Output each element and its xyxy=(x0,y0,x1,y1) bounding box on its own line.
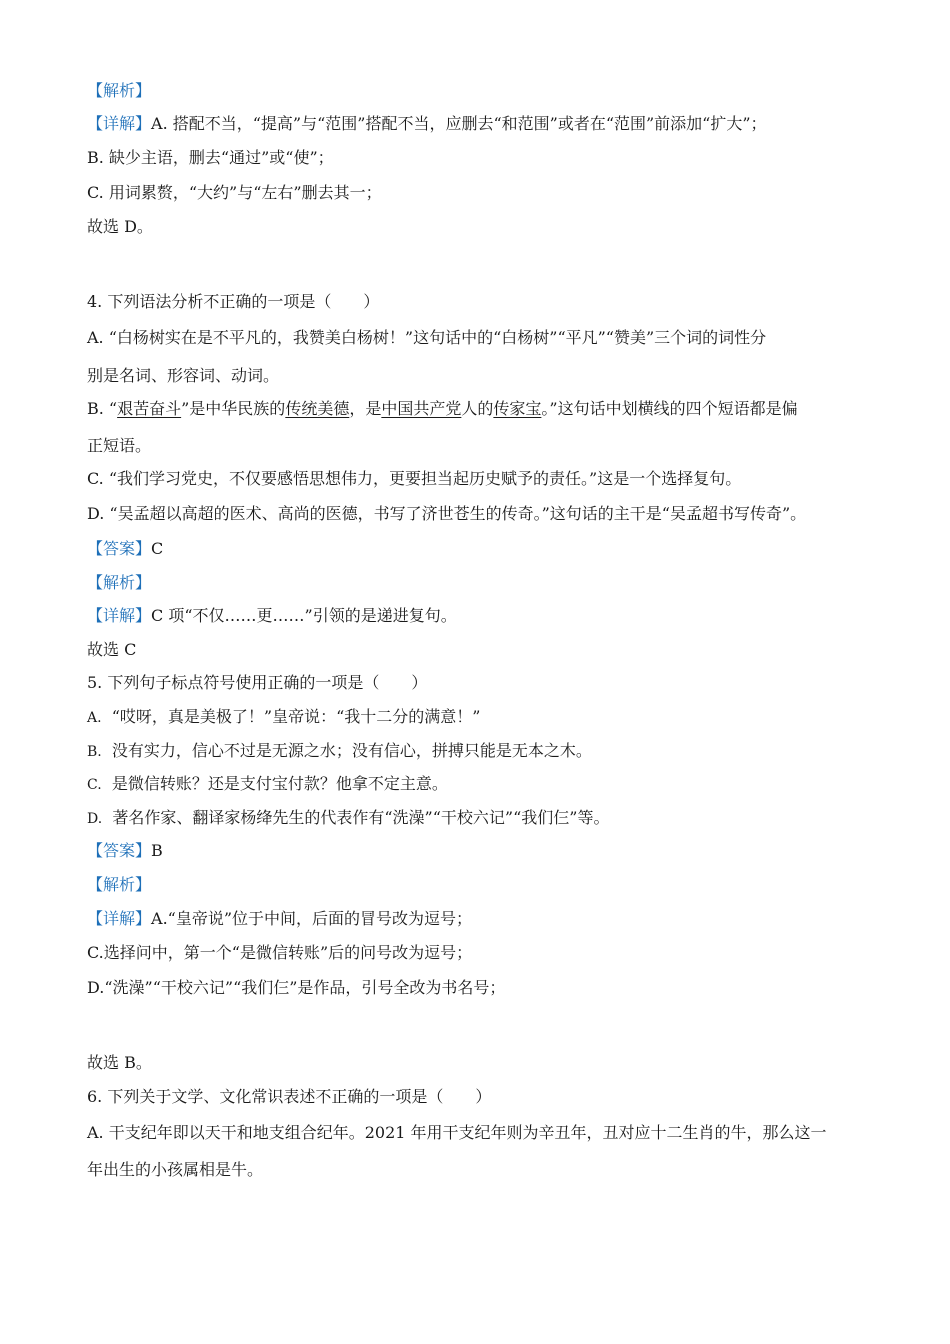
option-text: 是微信转账？还是支付宝付款？他拿不定主意。 xyxy=(111,774,448,793)
q5-option-b xyxy=(87,740,592,763)
detail-line: D.“洗澡”“干校六记”“我们仨”是作品，引号全改为书名号； xyxy=(87,978,506,997)
detail-tag: 【详解】 xyxy=(87,909,152,928)
option-label: D. xyxy=(87,811,103,827)
detail-line xyxy=(87,605,457,627)
q4-option-d: D. “吴孟超以高超的医术、高尚的医德，书写了济世苍生的传奇。”这句话的主干是“吴孟超书写传奇”。 xyxy=(87,504,807,523)
option-label: A. xyxy=(87,710,102,726)
option-text: 没有实力，信心不过是无源之水；没有信心，拼搏只能是无本之木。 xyxy=(111,741,592,760)
analysis-tag: 【解析】 xyxy=(87,81,152,100)
answer-tag: 【答案】 xyxy=(87,539,152,558)
detail-text: A. 搭配不当，“提高”与“范围”搭配不当，应删去“和范围”或者在“范围”前添加“扩大”； xyxy=(151,114,767,133)
detail-line xyxy=(87,908,472,930)
detail-text: A.“皇帝说”位于中间，后面的冒号改为逗号； xyxy=(151,909,473,928)
q5-option-c xyxy=(87,773,448,796)
q6-option-a: A. 干支纪年即以天干和地支组合纪年。2021 年用干支纪年则为辛丑年，丑对应十二生肖的牛，那么这一 xyxy=(87,1123,827,1142)
underlined-phrase: 传统美德 xyxy=(285,399,350,418)
detail-text: C 项“不仅……更……”引领的是递进复句。 xyxy=(151,606,457,625)
q4-b-text: ，是 xyxy=(349,399,382,418)
q4-option-c: C. “我们学习党史，不仅要感悟思想伟力，更要担当起历史赋予的责任。”这是一个选择复句。 xyxy=(87,469,742,488)
answer-line xyxy=(87,840,163,862)
answer-line xyxy=(87,538,163,560)
q4-b-text: 。”这句话中划横线的四个短语都是偏 xyxy=(541,399,798,418)
underlined-phrase: 传家宝 xyxy=(493,399,542,418)
detail-line: C. 用词累赘，“大约”与“左右”删去其一； xyxy=(87,183,382,202)
analysis-tag: 【解析】 xyxy=(87,573,152,592)
q4-option-b-cont: 正短语。 xyxy=(87,436,152,455)
conclusion-line: 故选 D。 xyxy=(87,217,153,236)
option-text: 著名作家、翻译家杨绛先生的代表作有“洗澡”“干校六记”“我们仨”等。 xyxy=(112,808,610,827)
detail-line: C.选择问中，第一个“是微信转账”后的问号改为逗号； xyxy=(87,943,473,962)
detail-line: B. 缺少主语，删去“通过”或“使”； xyxy=(87,148,334,167)
q4-b-text: ”是中华民族的 xyxy=(181,399,286,418)
conclusion-line: 故选 B。 xyxy=(87,1053,152,1072)
q4-option-b xyxy=(87,398,798,420)
answer-value: C xyxy=(151,539,164,558)
q5-option-a xyxy=(87,706,480,729)
underlined-phrase: 艰苦奋斗 xyxy=(117,399,182,418)
analysis-tag: 【解析】 xyxy=(87,875,152,894)
q4-option-a-cont: 别是名词、形容词、动词。 xyxy=(87,366,280,385)
answer-value: B xyxy=(151,841,163,860)
answer-tag: 【答案】 xyxy=(87,841,152,860)
question-6-stem: 6. 下列关于文学、文化常识表述不正确的一项是（ ） xyxy=(87,1087,492,1106)
underlined-phrase: 中国共产党 xyxy=(381,399,462,418)
q4-b-text: 人的 xyxy=(461,399,494,418)
detail-tag: 【详解】 xyxy=(87,114,152,133)
q6-option-a-cont: 年出生的小孩属相是牛。 xyxy=(87,1160,264,1179)
q5-option-d xyxy=(87,807,609,830)
detail-tag: 【详解】 xyxy=(87,606,152,625)
detail-line xyxy=(87,113,767,135)
option-label: B. xyxy=(87,744,102,760)
question-4-stem: 4. 下列语法分析不正确的一项是（ ） xyxy=(87,292,380,311)
option-label: C. xyxy=(87,777,102,793)
question-5-stem: 5. 下列句子标点符号使用正确的一项是（ ） xyxy=(87,673,428,692)
conclusion-line: 故选 C xyxy=(87,640,137,659)
q4-b-text: B. “ xyxy=(87,399,118,418)
q4-option-a: A. “白杨树实在是不平凡的，我赞美白杨树！”这句话中的“白杨树”“平凡”“赞美”三个词的词性分 xyxy=(87,328,767,347)
option-text: “哎呀，真是美极了！”皇帝说：“我十二分的满意！” xyxy=(111,707,481,726)
